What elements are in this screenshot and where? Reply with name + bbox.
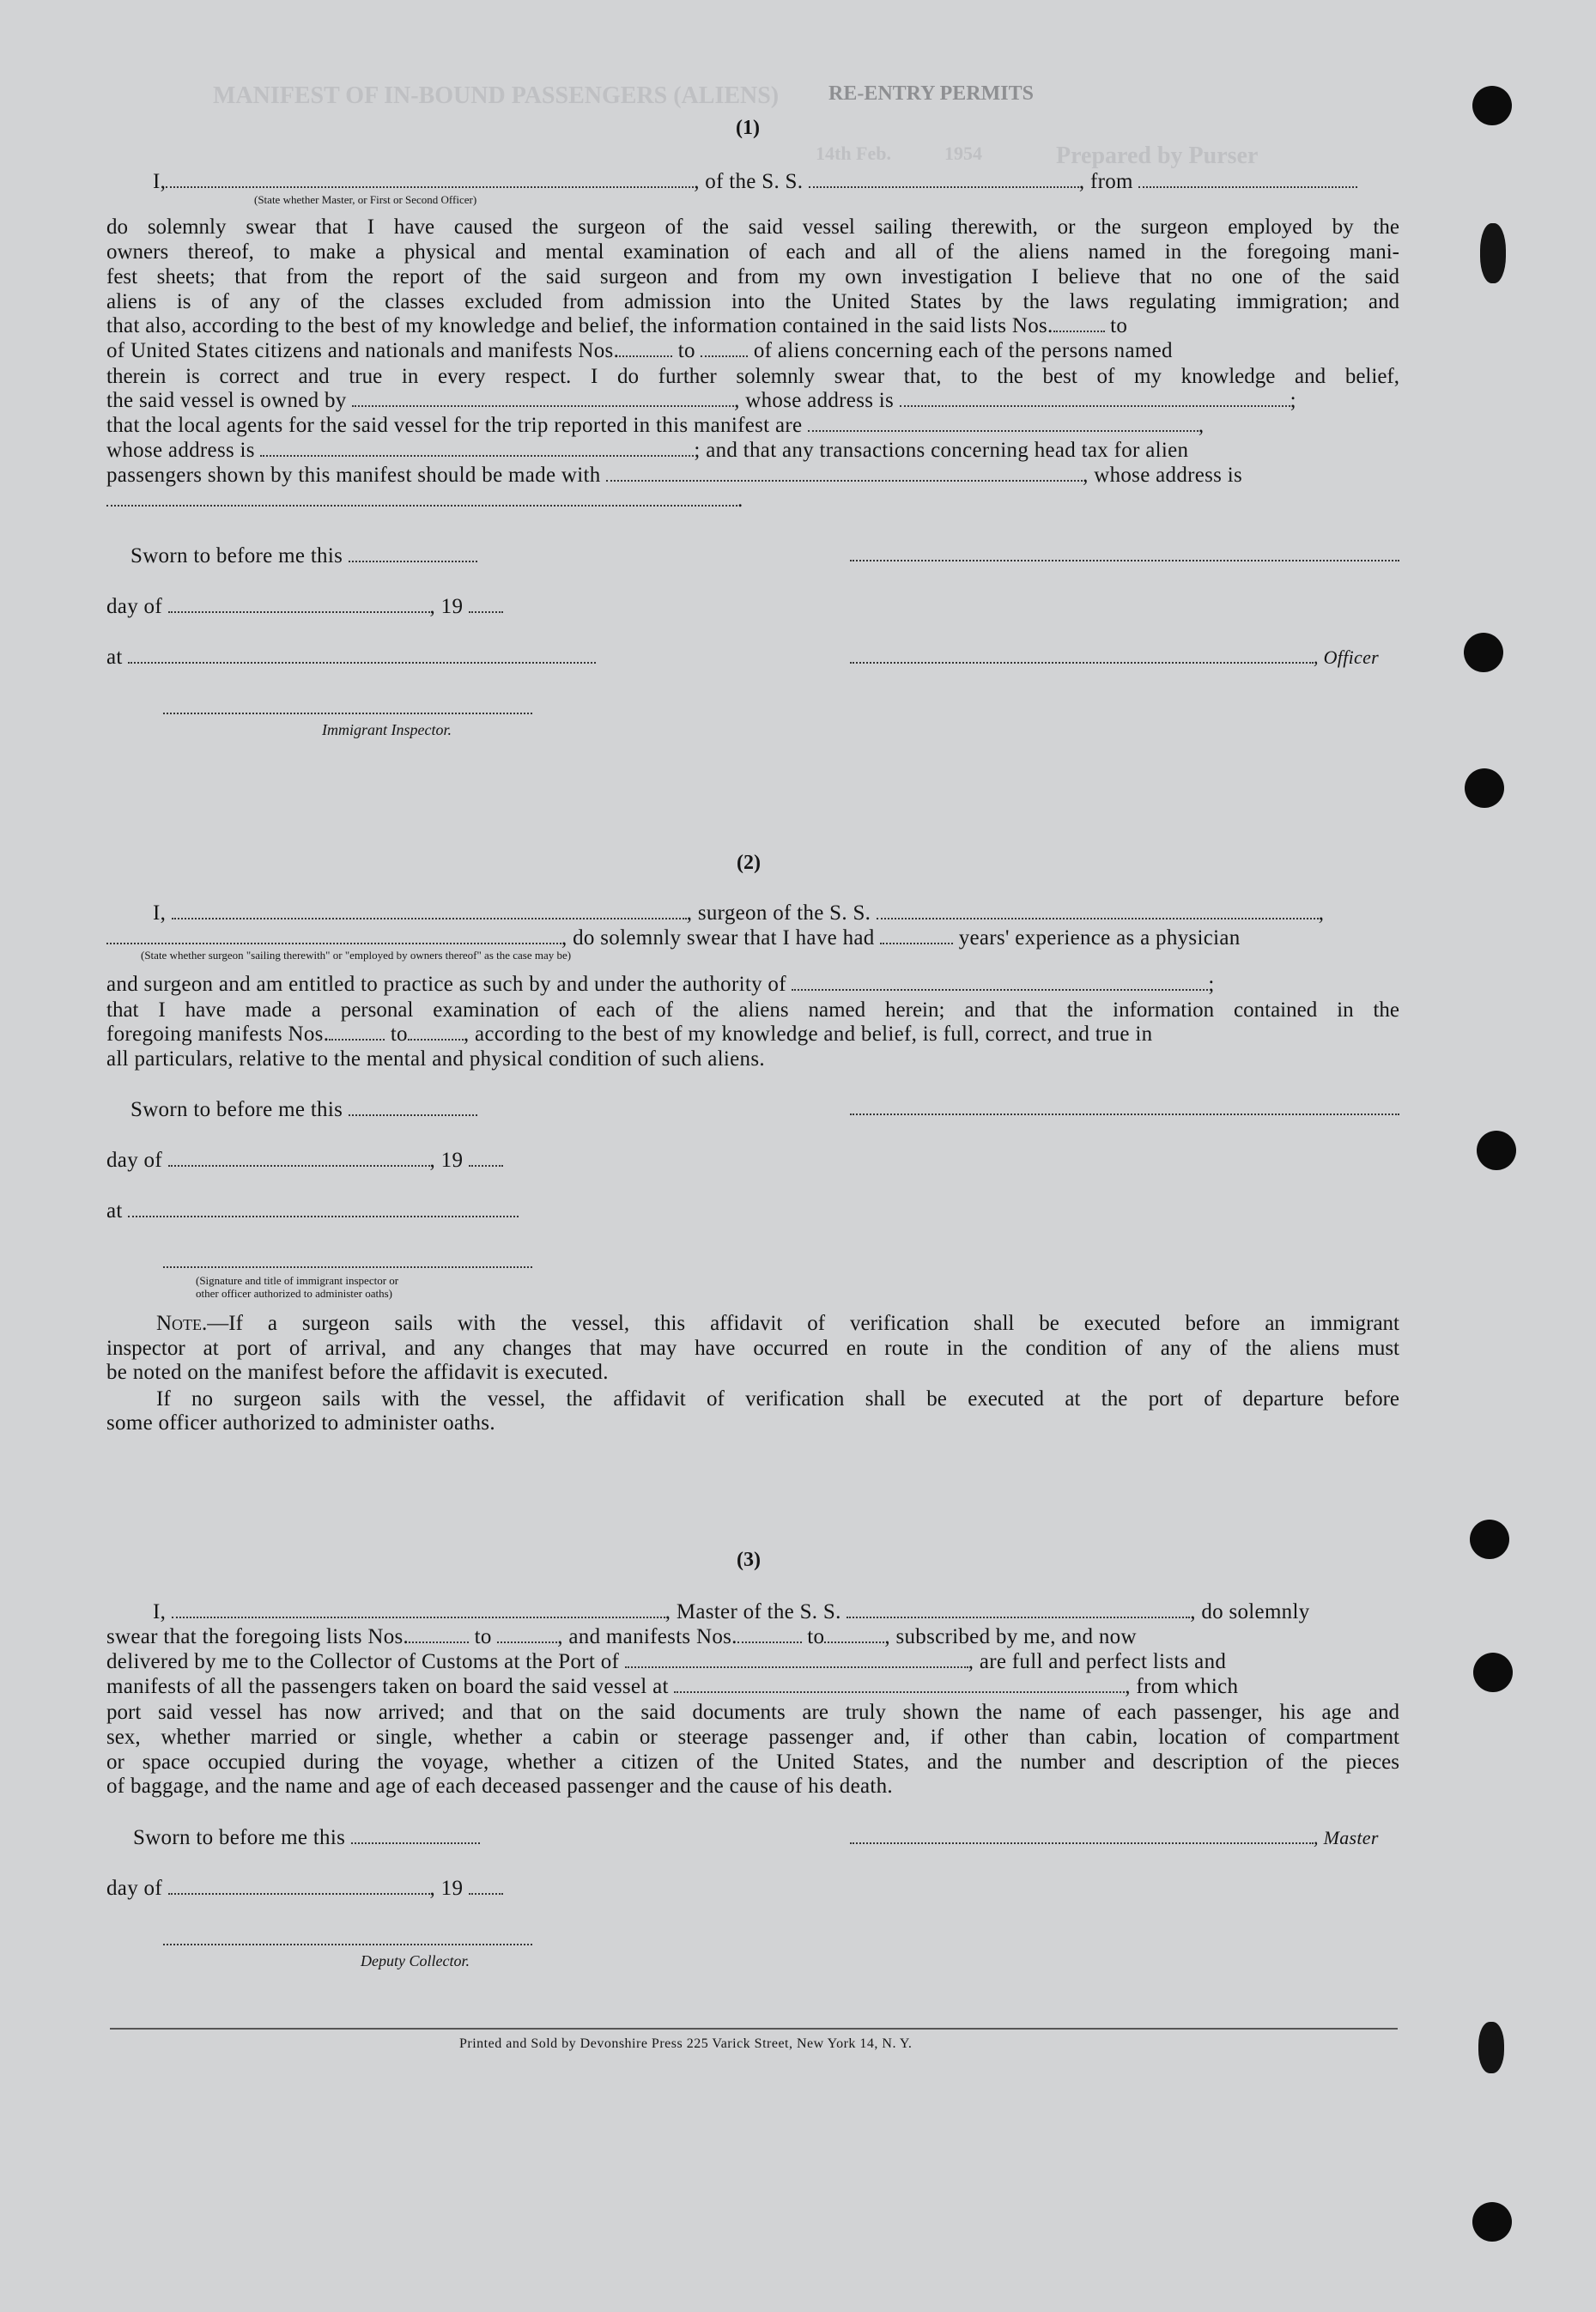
s2-line-3: and surgeon and am entitled to practice as such by and under the authority of ; <box>106 973 1215 996</box>
s1-end-line: . <box>106 488 743 513</box>
s3-line-2: swear that the foregoing lists Nos. to , and manifests Nos. to , subscribed by me, and now <box>106 1625 1137 1648</box>
s2-note-line-2: inspector at port of arrival, and any changes that may have occurred en route in the condition of any of the aliens must <box>106 1337 1399 1360</box>
punch-hole-2 <box>1464 633 1503 672</box>
footer-rule <box>110 2028 1398 2030</box>
punch-hole-5 <box>1470 1520 1509 1559</box>
s1-owned-line: the said vessel is owned by , whose address is ; <box>106 389 1296 412</box>
s1-whose-line: whose address is ; and that any transactions concerning head tax for alien <box>106 439 1189 462</box>
printer-imprint: Printed and Sold by Devonshire Press 225 Varick Street, New York 14, N. Y. <box>459 2036 913 2051</box>
s2-sig-caption-1: (Signature and title of immigrant inspector or <box>196 1274 399 1287</box>
punch-hole-1 <box>1472 86 1512 125</box>
s3-day-of: day of , 19 <box>106 1877 503 1901</box>
s2-note2-line-1: If no surgeon sails with the vessel, the affidavit of verification shall be executed at the port of departure before <box>156 1387 1399 1411</box>
s1-officer-signature-line <box>850 558 1399 561</box>
ghost-header-right: Prepared by Purser <box>1056 143 1259 169</box>
s1-para-line-1: do solemnly swear that I have caused the surgeon of the said vessel sailing therewith, or the surgeon employed by the <box>106 215 1399 239</box>
s2-note-line-1: Note.—If a surgeon sails with the vessel, this affidavit of verification shall be executed before an immigrant <box>156 1312 1399 1335</box>
s1-further-line: therein is correct and true in every respect. I do further solemnly swear that, to the best of my knowledge and belief, <box>106 365 1399 388</box>
s3-para-line-3: or space occupied during the voyage, whether a citizen of the United States, and the number and description of the pieces <box>106 1751 1399 1774</box>
punch-hole-4 <box>1477 1131 1516 1170</box>
s1-nos-line: that also, according to the best of my knowledge and belief, the information contained in the said lists Nos. to <box>106 314 1128 337</box>
s3-deputy-caption: Deputy Collector. <box>361 1952 470 1969</box>
s1-inspector-caption: Immigrant Inspector. <box>322 721 452 738</box>
s2-line-6: all particulars, relative to the mental and physical condition of such aliens. <box>106 1047 765 1071</box>
punch-hole-smear-2 <box>1478 2022 1504 2073</box>
s1-citizens-line: of United States citizens and nationals and manifests Nos. to of aliens concerning each of the persons named <box>106 339 1173 362</box>
s1-line-1: I, , of the S. S. , from <box>153 170 1357 194</box>
s1-officer-line: , Officer <box>850 646 1379 670</box>
s2-line-4: that I have made a personal examination of each of the aliens named herein; and that the information contained in the <box>106 998 1399 1022</box>
section-2-heading: (2) <box>737 852 761 874</box>
s1-agents-line: that the local agents for the said vessel for the trip reported in this manifest are , <box>106 414 1205 437</box>
s1-para-line-2: owners thereof, to make a physical and mental examination of each and all of the aliens named in the foregoing mani- <box>106 240 1399 264</box>
s1-inspector-line <box>163 711 532 714</box>
punch-hole-3 <box>1465 768 1504 808</box>
s2-sig-caption-2: other officer authorized to administer oaths) <box>196 1287 392 1300</box>
s3-para-line-1: port said vessel has now arrived; and that on the said documents are truly shown the name of each passenger, his age and <box>106 1701 1399 1724</box>
s3-para-line-2: sex, whether married or single, whether a cabin or steerage passenger and, if other than cabin, location of compartment <box>106 1726 1399 1749</box>
s1-para-line-3: fest sheets; that from the report of the said surgeon and from my own investigation I believe that no one of the said <box>106 265 1399 288</box>
s1-passengers-line: passengers shown by this manifest should be made with , whose address is <box>106 464 1243 487</box>
s2-line-5: foregoing manifests Nos. to , according to the best of my knowledge and belief, is full, correct, and true in <box>106 1022 1153 1046</box>
s2-signature-line <box>850 1112 1399 1115</box>
s2-note2-line-2: some officer authorized to administer oaths. <box>106 1411 495 1435</box>
section-1-heading: (1) <box>736 117 760 139</box>
ghost-header-date: 14th Feb. <box>816 143 891 164</box>
s3-para-line-4: of baggage, and the name and age of each deceased passenger and the cause of his death. <box>106 1775 893 1798</box>
s2-line-2: , do solemnly swear that I have had years' experience as a physician <box>106 926 1241 950</box>
s1-sworn: Sworn to before me this <box>130 544 477 568</box>
s2-day-of: day of , 19 <box>106 1149 503 1173</box>
s3-line-4: manifests of all the passengers taken on board the said vessel at , from which <box>106 1675 1239 1698</box>
punch-hole-6 <box>1473 1653 1513 1692</box>
punch-hole-7 <box>1472 2202 1512 2242</box>
s1-at: at <box>106 646 596 670</box>
s2-at: at <box>106 1199 519 1223</box>
surgeon-caption: (State whether surgeon "sailing therewith" or "employed by owners thereof" as the case may be) <box>141 949 572 962</box>
s2-sworn: Sworn to before me this <box>130 1098 477 1122</box>
s3-line-1: I, , Master of the S. S. , do solemnly <box>153 1600 1310 1623</box>
ghost-header-year: 1954 <box>944 143 982 164</box>
s1-para-line-4: aliens is of any of the classes excluded from admission into the United States by the laws regulating immigration; and <box>106 290 1399 313</box>
ghost-header-center: RE-ENTRY PERMITS <box>828 82 1034 105</box>
s2-line-1: I, , surgeon of the S. S. , <box>153 901 1325 925</box>
s2-note-line-3: be noted on the manifest before the affidavit is executed. <box>106 1361 609 1384</box>
s3-sworn: Sworn to before me this <box>133 1826 480 1850</box>
s3-line-3: delivered by me to the Collector of Customs at the Port of , are full and perfect lists and <box>106 1650 1227 1673</box>
ghost-header-left: MANIFEST OF IN-BOUND PASSENGERS (ALIENS) <box>213 82 780 109</box>
s3-deputy-line <box>163 1942 532 1945</box>
s2-inspector-line <box>163 1265 532 1268</box>
s1-day-of: day of , 19 <box>106 595 503 619</box>
officer-caption: (State whether Master, or First or Second Officer) <box>254 193 477 206</box>
section-3-heading: (3) <box>737 1549 761 1571</box>
punch-hole-smear <box>1480 223 1506 283</box>
s3-master-line: , Master <box>850 1826 1379 1850</box>
